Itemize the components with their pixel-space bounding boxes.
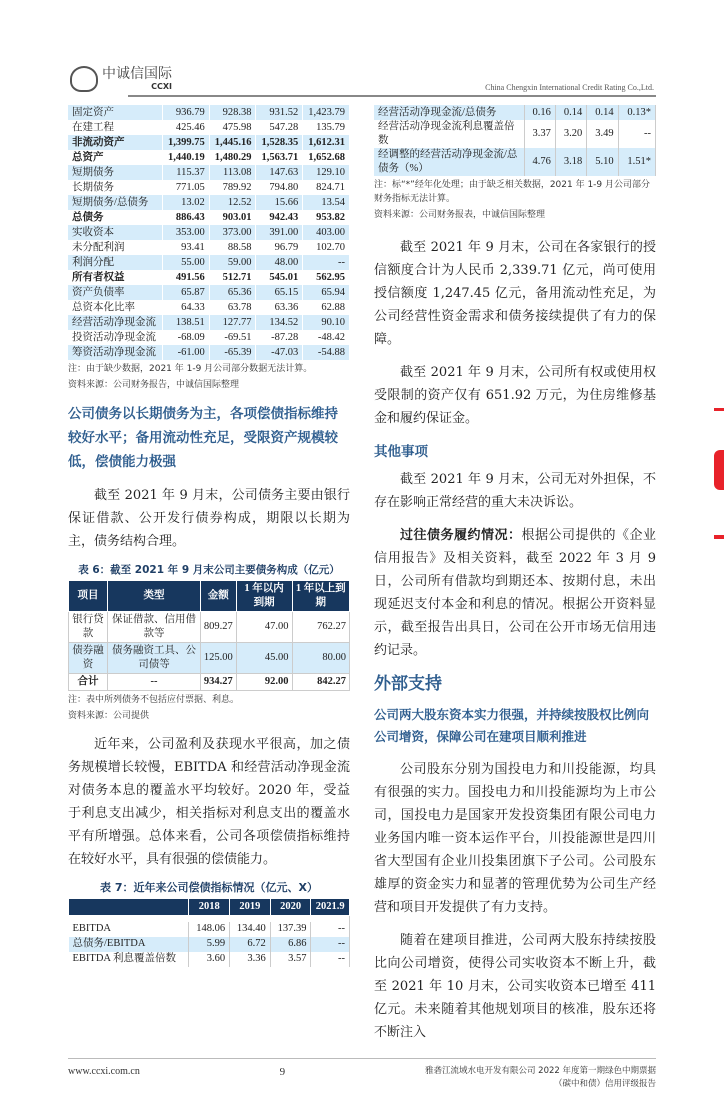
cell-value: 13.02 — [163, 195, 210, 210]
cell-value: 403.00 — [303, 225, 350, 240]
column-header: 2020 — [270, 899, 311, 916]
cell-value: 12.52 — [209, 195, 256, 210]
row-label: 实收资本 — [68, 225, 163, 240]
cell-value: 886.43 — [163, 210, 210, 225]
cell-value: 3.20 — [555, 120, 586, 148]
logo-text-en: CCXI — [151, 82, 172, 91]
logo-mark-icon — [70, 66, 98, 92]
cell-value: -- — [108, 674, 201, 691]
solvency-indicators-table-cont — [374, 105, 656, 176]
table-row — [68, 120, 350, 135]
table-header-row — [69, 581, 350, 612]
table-row — [374, 120, 656, 148]
column-header: 2018 — [189, 899, 230, 916]
cell-value: 债券融资 — [69, 643, 108, 674]
cell-value: 0.13* — [618, 105, 655, 120]
table-row — [68, 180, 350, 195]
cell-value: 总债务/EBITDA — [69, 937, 189, 952]
company-name-en: China Chengxin International Credit Rating Co.,Ltd. — [485, 83, 654, 92]
table7-caption: 表 7：近年来公司偿债指标情况（亿元、X） — [100, 881, 318, 894]
column-header — [69, 899, 189, 916]
cell-value: 113.08 — [209, 165, 256, 180]
paragraph-debt-performance — [374, 524, 656, 662]
table-source: 资料来源：公司财务报告，中诚信国际整理 — [68, 380, 240, 390]
row-label: 总债务 — [68, 210, 163, 225]
row-label: 经营活动净现金流 — [68, 315, 163, 330]
cell-value: 771.05 — [163, 180, 210, 195]
cell-value: 137.39 — [270, 922, 311, 937]
row-label: 资产负债率 — [68, 285, 163, 300]
cell-value: 3.36 — [230, 952, 271, 967]
cell-value: 762.27 — [292, 612, 350, 643]
cell-value: 93.41 — [163, 240, 210, 255]
row-label: 筹资活动净现金流 — [68, 345, 163, 360]
left-column — [68, 105, 350, 1044]
cell-value: 3.18 — [555, 148, 586, 176]
table-row — [374, 105, 656, 120]
logo-text-cn: 中诚信国际 — [102, 66, 172, 82]
row-label: 在建工程 — [68, 120, 163, 135]
table-row — [68, 345, 350, 360]
debt-performance-text: 根据公司提供的《企业信用报告》及相关资料，截至 2022 年 3 月 9 日，公司所有借款均到期还本、按期付息，未出现延迟支付本金和利息的情况。根据公开资料显示，截至报告出具日，公司在公开市场无信用违约记录。 — [374, 528, 656, 658]
cell-value: -69.51 — [209, 330, 256, 345]
cell-value: 942.43 — [256, 210, 303, 225]
table-row — [68, 300, 350, 315]
table-row — [68, 315, 350, 330]
cell-value: 148.06 — [189, 922, 230, 937]
cell-value: 134.40 — [230, 922, 271, 937]
paragraph-debt-structure: 截至 2021 年 9 月末，公司债务主要由银行保证借款、公开发行债券构成，期限以长期为主，债务结构合理。 — [68, 488, 350, 549]
table-row — [68, 210, 350, 225]
cell-value: 92.00 — [236, 674, 292, 691]
table-note: 注：由于缺少数据，2021 年 1-9 月公司部分数据无法计算。 — [68, 364, 313, 374]
cell-value: 934.27 — [200, 674, 236, 691]
cell-value: 115.37 — [163, 165, 210, 180]
column-header: 项目 — [69, 581, 108, 612]
table-row — [68, 270, 350, 285]
cell-value: 127.77 — [209, 315, 256, 330]
cell-value: 5.10 — [587, 148, 618, 176]
cell-value: 134.52 — [256, 315, 303, 330]
row-label: 固定资产 — [68, 105, 163, 120]
cell-value: 1,528.35 — [256, 135, 303, 150]
debt-composition-table — [68, 580, 350, 691]
cell-value: -- — [303, 255, 350, 270]
cell-value: 0.16 — [524, 105, 555, 120]
column-header: 1 年以上到期 — [292, 581, 350, 612]
financial-summary-table — [68, 105, 350, 360]
cell-value: 63.78 — [209, 300, 256, 315]
row-label: 利润分配 — [68, 255, 163, 270]
table-row — [68, 150, 350, 165]
cell-value: 65.94 — [303, 285, 350, 300]
ccxi-logo — [70, 66, 172, 92]
paragraph-credit-lines: 截至 2021 年 9 月末，公司在各家银行的授信额度合计为人民币 2,339.71 亿元，尚可使用授信额度 1,247.45 亿元，备用流动性充足，为公司经营性资金需求和债务接续提供了有力的保障。 — [374, 240, 656, 347]
cell-value: 59.00 — [209, 255, 256, 270]
cell-value: EBITDA 利息覆盖倍数 — [69, 952, 189, 967]
cell-value: 经营活动净现金流利息覆盖倍数 — [374, 120, 524, 148]
cell-value: 789.92 — [209, 180, 256, 195]
table6-caption: 表 6：截至 2021 年 9 月末公司主要债务构成（亿元） — [78, 564, 340, 576]
cell-value: 3.57 — [270, 952, 311, 967]
cell-value: 491.56 — [163, 270, 210, 285]
right-column — [374, 105, 656, 1044]
cell-value: -65.39 — [209, 345, 256, 360]
cell-value: -47.03 — [256, 345, 303, 360]
header-divider — [128, 95, 656, 97]
table-row — [68, 240, 350, 255]
footer-url[interactable]: www.ccxi.com.cn — [68, 1066, 140, 1077]
cell-value: -68.09 — [163, 330, 210, 345]
paragraph-solvency: 近年来，公司盈利及获现水平很高，加之债务规模增长较慢，EBITDA 和经营活动净现金流对债务本息的覆盖水平均较好。2020 年，受益于利息支出减少，相关指标对利息支出的覆盖水平有所增强。总体来看，公司各项偿债指标维持在较好水平，具有很强的偿债能力。 — [68, 737, 350, 867]
cell-value: 129.10 — [303, 165, 350, 180]
footer-title-line1: 雅砻江流域水电开发有限公司 2022 年度第一期绿色中期票据 — [424, 1066, 656, 1076]
cell-value: 3.37 — [524, 120, 555, 148]
cell-value: 65.87 — [163, 285, 210, 300]
table6-note: 注：表中所列债务不包括应付票据、利息。 — [68, 695, 240, 705]
cell-value: 保证借款、信用借款等 — [108, 612, 201, 643]
table-row — [69, 643, 350, 674]
cell-value: 3.60 — [189, 952, 230, 967]
cell-value: -- — [311, 952, 350, 967]
cell-value: 512.71 — [209, 270, 256, 285]
cell-value: 547.28 — [256, 120, 303, 135]
cell-value: 794.80 — [256, 180, 303, 195]
column-header: 1 年以内到期 — [236, 581, 292, 612]
cell-value: -48.42 — [303, 330, 350, 345]
cell-value: -- — [311, 937, 350, 952]
cell-value: 6.72 — [230, 937, 271, 952]
row-label: 短期债务 — [68, 165, 163, 180]
cell-value: 1,612.31 — [303, 135, 350, 150]
row-label: 总资本化比率 — [68, 300, 163, 315]
cell-value: 55.00 — [163, 255, 210, 270]
cell-value: 1,563.71 — [256, 150, 303, 165]
table-row — [68, 255, 350, 270]
row-label: 未分配利润 — [68, 240, 163, 255]
cell-value: 47.00 — [236, 612, 292, 643]
cell-value: 债务融资工具、公司债等 — [108, 643, 201, 674]
cell-value: 80.00 — [292, 643, 350, 674]
solvency-indicators-table — [68, 898, 350, 967]
table-row — [69, 952, 350, 967]
cell-value: 936.79 — [163, 105, 210, 120]
cell-value: 138.51 — [163, 315, 210, 330]
table-row — [68, 165, 350, 180]
table-row — [68, 330, 350, 345]
cell-value: 102.70 — [303, 240, 350, 255]
row-label: 投资活动净现金流 — [68, 330, 163, 345]
column-header: 2019 — [230, 899, 271, 916]
cell-value: 合计 — [69, 674, 108, 691]
total-row — [69, 674, 350, 691]
row-label: 短期债务/总债务 — [68, 195, 163, 210]
cell-value: 903.01 — [209, 210, 256, 225]
row-label: 总资产 — [68, 150, 163, 165]
cell-value: -54.88 — [303, 345, 350, 360]
cell-value: 15.66 — [256, 195, 303, 210]
table-row — [68, 195, 350, 210]
cell-value: 125.00 — [200, 643, 236, 674]
table-row — [68, 135, 350, 150]
cell-value: 545.01 — [256, 270, 303, 285]
table-row — [69, 937, 350, 952]
cell-value: 824.71 — [303, 180, 350, 195]
cell-value: 953.82 — [303, 210, 350, 225]
table7-note: 注：标“*”经年化处理；由于缺乏相关数据，2021 年 1-9 月公司部分财务指标无法计算。 — [374, 180, 651, 204]
cell-value: 经营活动净现金流/总债务 — [374, 105, 524, 120]
cell-value: 1,480.29 — [209, 150, 256, 165]
table-row — [374, 148, 656, 176]
cell-value: 391.00 — [256, 225, 303, 240]
column-header: 类型 — [108, 581, 201, 612]
table-row — [68, 105, 350, 120]
cell-value: 银行贷款 — [69, 612, 108, 643]
subheading-shareholders: 公司两大股东资本实力很强，并持续按股权比例向公司增资，保障公司在建项目顺利推进 — [374, 707, 650, 744]
cell-value: 475.98 — [209, 120, 256, 135]
table-row — [69, 612, 350, 643]
cell-value: 147.63 — [256, 165, 303, 180]
cell-value: 4.76 — [524, 148, 555, 176]
paragraph-restricted-assets: 截至 2021 年 9 月末，公司所有权或使用权受限制的资产仅有 651.92 万元，为住房维修基金和履约保证金。 — [374, 365, 656, 426]
cell-value: 63.36 — [256, 300, 303, 315]
cell-value: 0.14 — [555, 105, 586, 120]
table7-source: 资料来源：公司财务报表，中诚信国际整理 — [374, 210, 546, 220]
cell-value: 931.52 — [256, 105, 303, 120]
cell-value: 96.79 — [256, 240, 303, 255]
cell-value: 90.10 — [303, 315, 350, 330]
cell-value: 64.33 — [163, 300, 210, 315]
row-label: 所有者权益 — [68, 270, 163, 285]
table-header-row — [69, 899, 350, 916]
table6-source: 资料来源：公司提供 — [68, 711, 150, 721]
cell-value: 809.27 — [200, 612, 236, 643]
cell-value: 65.36 — [209, 285, 256, 300]
debt-performance-label: 过往债务履约情况： — [400, 528, 522, 543]
section-heading-debt: 公司债务以长期债务为主，各项偿债指标维持较好水平；备用流动性充足，受限资产规模较低，偿债能力极强 — [68, 406, 338, 470]
red-seal-stamp — [712, 400, 724, 560]
paragraph-guarantees: 截至 2021 年 9 月末，公司无对外担保，不存在影响正常经营的重大未决诉讼。 — [374, 472, 656, 510]
cell-value: 425.46 — [163, 120, 210, 135]
cell-value: -61.00 — [163, 345, 210, 360]
cell-value: 5.99 — [189, 937, 230, 952]
cell-value: 13.54 — [303, 195, 350, 210]
footer-report-title — [425, 1065, 656, 1091]
table-row — [69, 922, 350, 937]
cell-value: 3.49 — [587, 120, 618, 148]
cell-value: 928.38 — [209, 105, 256, 120]
cell-value: -- — [618, 120, 655, 148]
cell-value: 1,423.79 — [303, 105, 350, 120]
cell-value: 62.88 — [303, 300, 350, 315]
cell-value: 373.00 — [209, 225, 256, 240]
cell-value: 353.00 — [163, 225, 210, 240]
cell-value: 88.58 — [209, 240, 256, 255]
table-row — [68, 285, 350, 300]
page-header — [0, 0, 724, 100]
cell-value: -87.28 — [256, 330, 303, 345]
cell-value: 562.95 — [303, 270, 350, 285]
cell-value: 1,399.75 — [163, 135, 210, 150]
cell-value: 45.00 — [236, 643, 292, 674]
cell-value: 经调整的经营活动净现金流/总债务（%） — [374, 148, 524, 176]
cell-value: 1.51* — [618, 148, 655, 176]
row-label: 非流动资产 — [68, 135, 163, 150]
page-footer — [68, 1058, 656, 1111]
column-header: 金额 — [200, 581, 236, 612]
cell-value: 48.00 — [256, 255, 303, 270]
cell-value: 0.14 — [587, 105, 618, 120]
cell-value: 1,445.16 — [209, 135, 256, 150]
column-header: 2021.9 — [311, 899, 350, 916]
page-number: 9 — [279, 1066, 286, 1078]
cell-value: EBITDA — [69, 922, 189, 937]
heading-external-support: 外部支持 — [374, 674, 442, 694]
cell-value: 6.86 — [270, 937, 311, 952]
cell-value: 135.79 — [303, 120, 350, 135]
cell-value: 1,440.19 — [163, 150, 210, 165]
cell-value: 842.27 — [292, 674, 350, 691]
cell-value: -- — [311, 922, 350, 937]
page-columns — [0, 100, 724, 1044]
footer-title-line2: （碳中和债）信用评级报告 — [553, 1079, 656, 1089]
cell-value: 1,652.68 — [303, 150, 350, 165]
paragraph-shareholders: 公司股东分别为国投电力和川投能源，均具有很强的实力。国投电力和川投能源均为上市公司，国投电力是国家开发投资集团有限公司电力业务国内唯一资本运作平台，川投能源世是四川省大型国有企业川投集团旗下子公司。公司股东雄厚的资金实力和显著的管理优势为公司生产经营和项目开发提供了有力支持。 — [374, 762, 656, 915]
row-label: 长期债务 — [68, 180, 163, 195]
cell-value: 65.15 — [256, 285, 303, 300]
heading-other-matters: 其他事项 — [374, 444, 428, 460]
paragraph-capital-injection: 随着在建项目推进，公司两大股东持续按股比向公司增资，使得公司实收资本不断上升，截至 2021 年 10 月末，公司实收资本已增至 411 亿元。未来随着其他规划项目的核准，股东还将不断注入 — [374, 933, 656, 1040]
table-row — [68, 225, 350, 240]
